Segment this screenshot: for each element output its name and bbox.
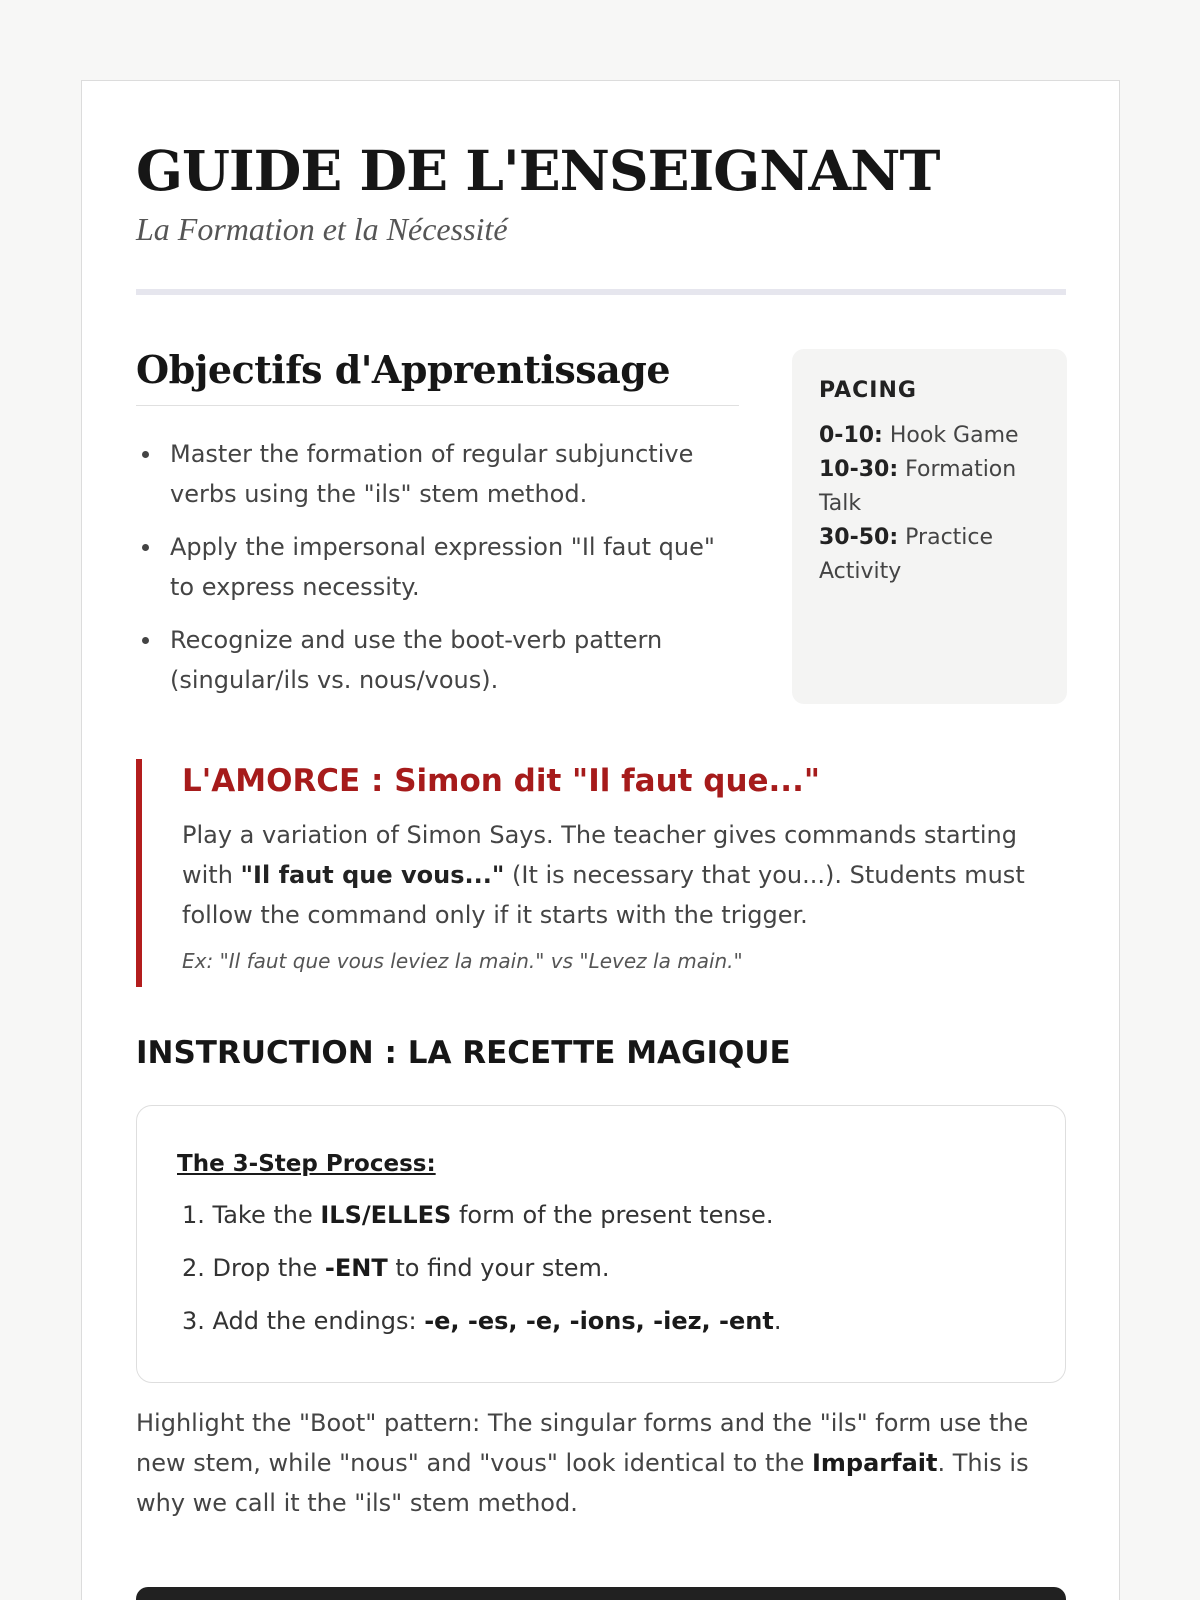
process-step — [177, 1302, 1025, 1340]
header — [136, 139, 1066, 249]
step-text: form of the present tense. — [451, 1201, 774, 1229]
hook-text-part: Play a variation of Simon Says. The teacher gives commands starting with — [182, 821, 1017, 889]
pacing-item — [819, 453, 1040, 521]
objective-item — [136, 434, 739, 514]
instruction-title: INSTRUCTION : LA RECETTE MAGIQUE — [136, 1035, 791, 1071]
bullet-icon — [142, 637, 149, 644]
step-text: . — [773, 1307, 782, 1335]
pacing-item — [819, 521, 1040, 589]
boot-pattern-note — [136, 1403, 1066, 1523]
page-title: GUIDE DE L'ENSEIGNANT — [136, 138, 940, 203]
objectives-title: Objectifs d'Apprentissage — [136, 345, 739, 406]
pacing-title: PACING — [819, 378, 917, 403]
bullet-icon — [142, 544, 149, 551]
pacing-time: 30-50: — [819, 525, 899, 550]
bullet-icon — [142, 451, 149, 458]
pacing-time: 0-10: — [819, 423, 883, 448]
hook-trigger-phrase: "Il faut que vous..." — [240, 861, 505, 889]
step-text: to find your stem. — [387, 1254, 610, 1282]
step-emphasis: -ENT — [324, 1254, 388, 1282]
hook-section — [136, 759, 1066, 987]
objective-item — [136, 527, 739, 607]
boot-text-part: . This is why we call it the "ils" stem method. — [136, 1449, 1029, 1517]
step-emphasis: ILS/ELLES — [320, 1201, 452, 1229]
pacing-item — [819, 419, 1040, 453]
process-steps — [177, 1196, 1025, 1340]
hook-description — [182, 815, 1066, 935]
header-divider — [136, 289, 1066, 295]
process-box — [136, 1105, 1066, 1383]
objectives-list — [136, 434, 739, 700]
objectives-section — [136, 345, 739, 713]
hook-text-part: (It is necessary that you...). Students must follow the command only if it starts with the trigger. — [182, 861, 1025, 929]
boot-emphasis: Imparfait — [811, 1449, 938, 1477]
document-page — [81, 80, 1120, 1600]
objective-text: Master the formation of regular subjunctive verbs using the "ils" stem method. — [170, 440, 694, 508]
pacing-box — [792, 349, 1067, 704]
process-title: The 3-Step Process: — [177, 1151, 436, 1177]
process-step — [177, 1196, 1025, 1234]
objective-text: Recognize and use the boot-verb pattern (singular/ils vs. nous/vous). — [170, 626, 663, 694]
process-step — [177, 1249, 1025, 1287]
step-emphasis: -e, -es, -e, -ions, -iez, -ent — [424, 1307, 774, 1335]
pacing-label: Hook Game — [889, 423, 1019, 448]
pacing-label: Formation Talk — [819, 457, 1017, 516]
pacing-label: Practice Activity — [819, 525, 994, 584]
objective-item — [136, 620, 739, 700]
step-text: 2. Drop the — [182, 1254, 325, 1282]
boot-text-part: Highlight the "Boot" pattern: The singular forms and the "ils" form use the new stem, while "nous" and "vous" look identical to the — [136, 1409, 1029, 1477]
dark-section-header — [136, 1587, 1066, 1600]
step-text: 1. Take the — [182, 1201, 321, 1229]
objective-text: Apply the impersonal expression "Il faut que" to express necessity. — [170, 533, 715, 601]
step-text: 3. Add the endings: — [182, 1307, 425, 1335]
pacing-time: 10-30: — [819, 457, 899, 482]
hook-example: Ex: "Il faut que vous leviez la main." vs "Levez la main." — [182, 949, 743, 973]
page-subtitle: La Formation et la Nécessité — [136, 211, 508, 247]
hook-title: L'AMORCE : Simon dit "Il faut que..." — [182, 763, 821, 799]
